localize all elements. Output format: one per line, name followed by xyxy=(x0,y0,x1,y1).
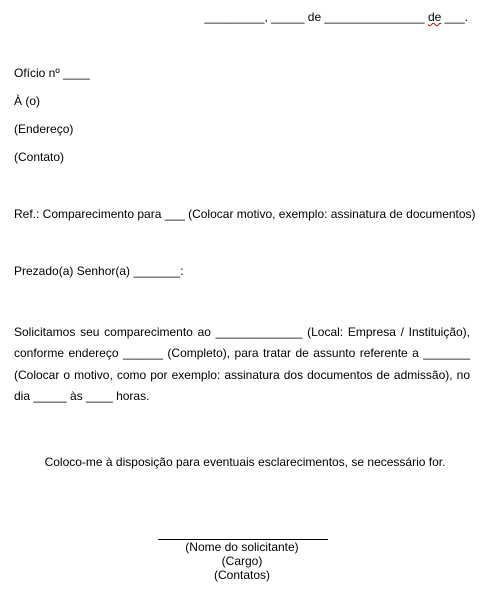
signer-contacts: (Contatos) xyxy=(213,568,271,582)
oficio-number: Ofício nº ____ xyxy=(14,66,90,80)
body-line: conforme endereço ______ (Completo), para tratar de assunto referente a _______ xyxy=(14,346,470,361)
signature-block xyxy=(142,540,342,582)
recipient-to: À (o) xyxy=(14,94,41,108)
body-line: (Colocar o motivo, como por exemplo: assinatura dos documentos de admissão), no xyxy=(14,367,470,382)
date-line-de-misspelled: de xyxy=(427,10,442,24)
body-line: Solicitamos seu comparecimento ao _____________ (Local: Empresa / Instituição), xyxy=(14,325,470,339)
recipient-address: (Endereço) xyxy=(14,122,74,136)
signer-role: (Cargo) xyxy=(221,554,263,568)
date-line-prefix: _________, _____ de _______________ xyxy=(204,10,428,24)
body-paragraph xyxy=(14,322,470,407)
date-line xyxy=(204,10,468,25)
date-line-suffix: ___. xyxy=(441,10,468,24)
closing-sentence: Coloco-me à disposição para eventuais esclarecimentos, se necessário for. xyxy=(44,455,446,469)
recipient-contact: (Contato) xyxy=(14,150,65,164)
signer-name: (Nome do solicitante) xyxy=(185,540,299,554)
body-line: dia _____ às ____ horas. xyxy=(14,388,150,403)
reference-line: Ref.: Comparecimento para ___ (Colocar motivo, exemplo: assinatura de documentos) xyxy=(14,207,476,221)
salutation: Prezado(a) Senhor(a) _______: xyxy=(14,264,184,278)
